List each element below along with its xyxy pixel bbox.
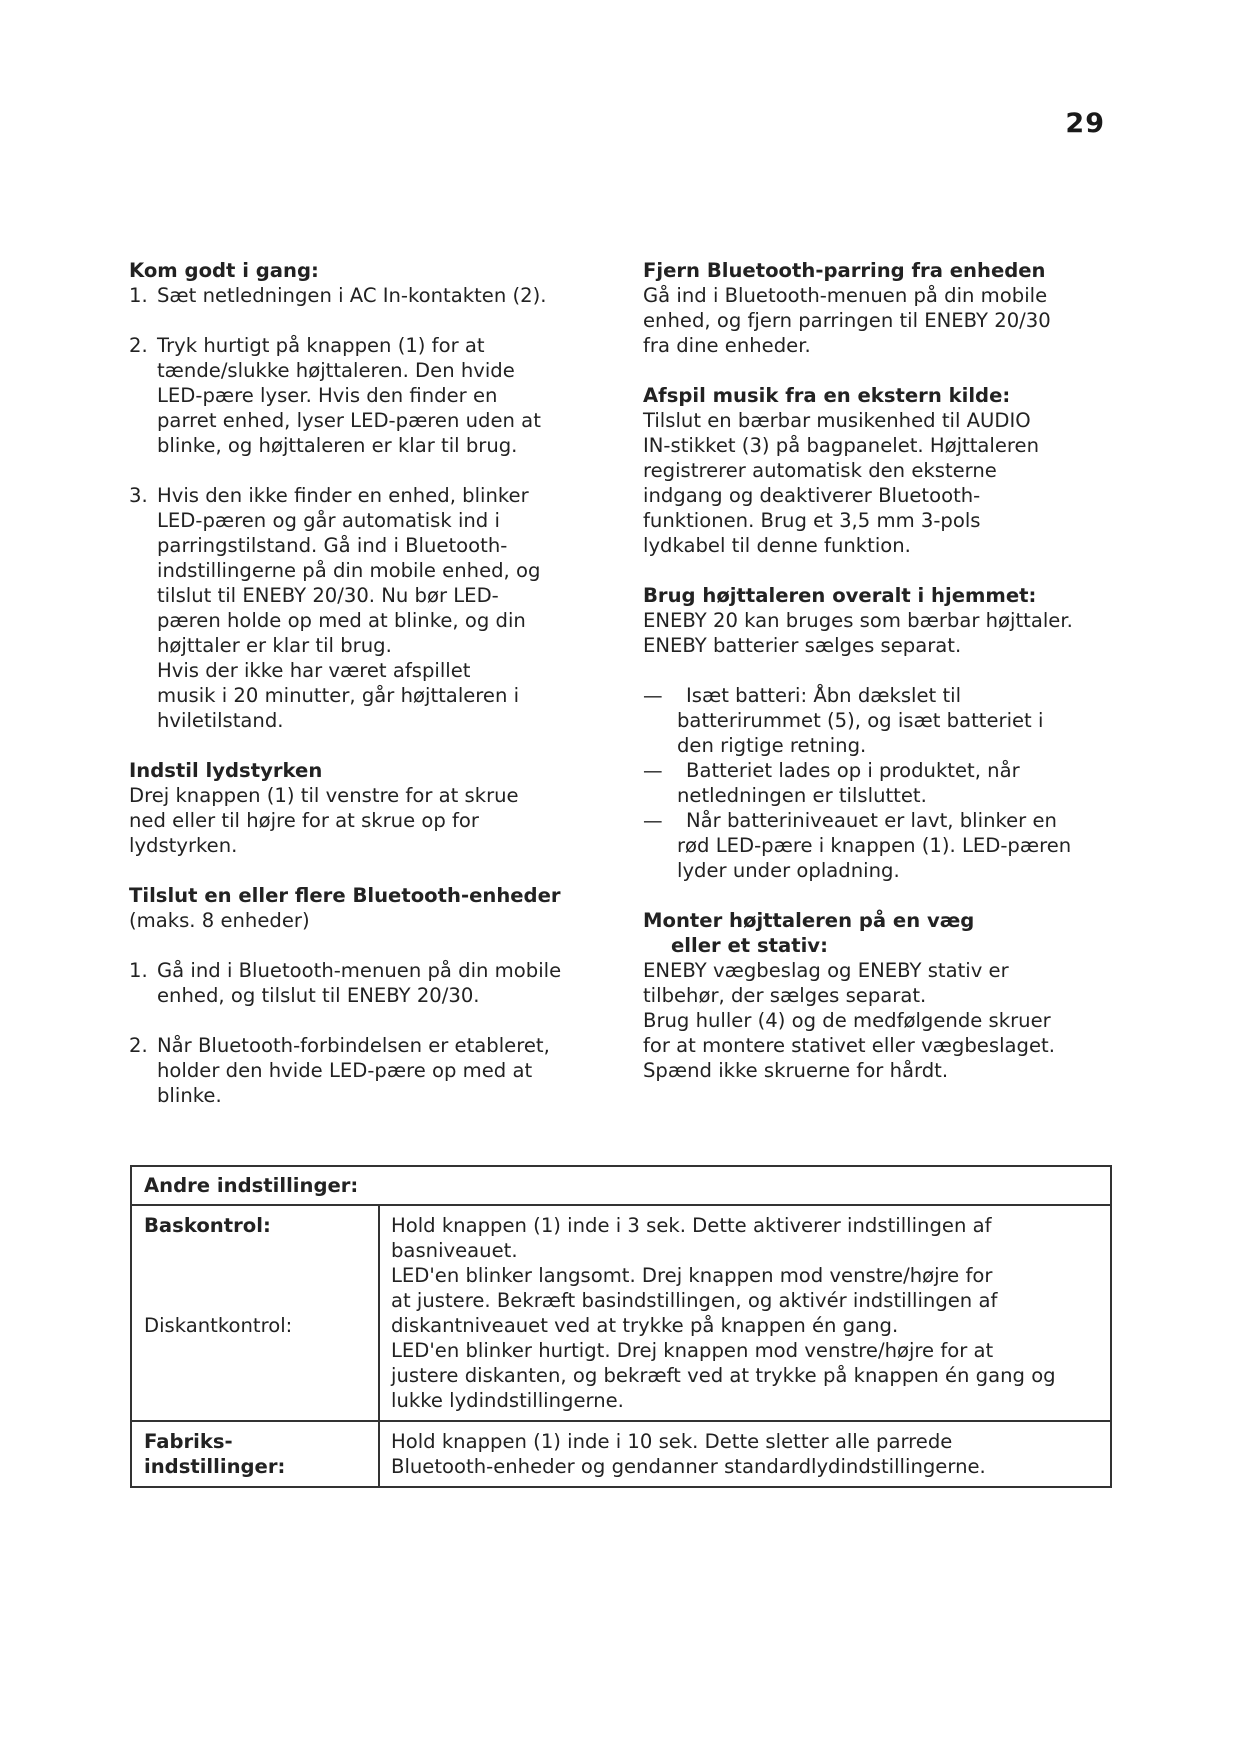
mount-heading: Monter højttaleren på en væg (643, 909, 975, 932)
external-source-text: registrerer automatisk den eksterne (643, 459, 997, 482)
section-get-started (129, 258, 629, 733)
list-number: 1. (129, 284, 148, 307)
list-text: Når batteriniveauet er lavt, blinker en (686, 809, 1057, 832)
table-text: Hold knappen (1) inde i 10 sek. Dette sletter alle parrede (391, 1430, 953, 1453)
page-number: 29 (1065, 108, 1105, 139)
list-text: Når Bluetooth-forbindelsen er etableret, (157, 1034, 550, 1057)
table-text: Bluetooth-enheder og gendanner standardlydindstillingerne. (391, 1455, 986, 1478)
remove-pairing-text: Gå ind i Bluetooth-menuen på din mobile (643, 284, 1048, 307)
list-item (129, 333, 629, 458)
list-text: Gå ind i Bluetooth-menuen på din mobile (157, 959, 562, 982)
list-text: LED-pære lyser. Hvis den finder en (157, 384, 498, 407)
list-text: enhed, og tilslut til ENEBY 20/30. (157, 984, 480, 1007)
list-item (129, 958, 629, 1008)
mount-heading: eller et stativ: (671, 934, 828, 957)
remove-pairing-heading: Fjern Bluetooth-parring fra enheden (643, 259, 1046, 282)
list-text: batterirummet (5), og isæt batteriet i (677, 709, 1044, 732)
remove-pairing-text: fra dine enheder. (643, 334, 811, 357)
connect-heading: Tilslut en eller flere Bluetooth-enheder (129, 884, 561, 907)
spacer (144, 1238, 366, 1313)
list-text: parringstilstand. Gå ind i Bluetooth- (157, 534, 508, 557)
list-text: blinke. (157, 1084, 222, 1107)
table-text: justere diskanten, og bekræft ved at trykke på knappen én gang og (391, 1364, 1056, 1387)
external-source-text: indgang og deaktiverer Bluetooth- (643, 484, 981, 507)
list-text: LED-pæren og går automatisk ind i (157, 509, 500, 532)
volume-text: Drej knappen (1) til venstre for at skrue (129, 784, 519, 807)
portable-heading: Brug højttaleren overalt i hjemmet: (643, 584, 1037, 607)
dash-bullet: — (643, 809, 663, 832)
table-text: basniveauet. (391, 1239, 518, 1262)
table-desc-cell (379, 1421, 1111, 1487)
section-external-source (643, 383, 1123, 558)
factory-settings-label: indstillinger: (144, 1455, 286, 1478)
list-text: musik i 20 minutter, går højttaleren i (157, 684, 520, 707)
section-mount (643, 908, 1123, 1083)
table-row (131, 1421, 1111, 1487)
list-text: Isæt batteri: Åbn dækslet til (686, 684, 962, 707)
list-number: 3. (129, 484, 148, 507)
list-item (129, 1033, 629, 1108)
section-volume (129, 758, 629, 858)
list-number: 2. (129, 334, 148, 357)
portable-text: ENEBY batterier sælges separat. (643, 634, 962, 657)
dash-bullet: — (643, 759, 663, 782)
list-text: Batteriet lades op i produktet, når (686, 759, 1020, 782)
list-text: blinke, og højttaleren er klar til brug. (157, 434, 518, 457)
external-source-text: lydkabel til denne funktion. (643, 534, 911, 557)
table-text: LED'en blinker hurtigt. Drej knappen mod venstre/højre for at (391, 1339, 994, 1362)
table-desc-cell (379, 1205, 1111, 1421)
list-item (643, 683, 1123, 758)
list-text: Tryk hurtigt på knappen (1) for at (157, 334, 485, 357)
volume-text: lydstyrken. (129, 834, 238, 857)
list-text: indstillingerne på din mobile enhed, og (157, 559, 541, 582)
mount-text: for at montere stativet eller vægbeslaget. (643, 1034, 1055, 1057)
treble-control-label: Diskantkontrol: (144, 1314, 293, 1337)
portable-text: ENEBY 20 kan bruges som bærbar højttaler. (643, 609, 1073, 632)
list-text: pæren holde op med at blinke, og din (157, 609, 526, 632)
table-label-cell (131, 1205, 379, 1421)
other-settings-table (130, 1165, 1112, 1488)
external-source-text: IN-stikket (3) på bagpanelet. Højttaleren (643, 434, 1040, 457)
list-item (643, 758, 1123, 808)
list-number: 1. (129, 959, 148, 982)
table-label-cell (131, 1421, 379, 1487)
external-source-text: funktionen. Brug et 3,5 mm 3-pols (643, 509, 981, 532)
section-connect (129, 883, 629, 1108)
section-portable (643, 583, 1123, 658)
section-remove-pairing (643, 258, 1123, 358)
list-text: holder den hvide LED-pære op med at (157, 1059, 533, 1082)
list-text: netledningen er tilsluttet. (677, 784, 927, 807)
factory-settings-label: Fabriks- (144, 1430, 233, 1453)
volume-text: ned eller til højre for at skrue op for (129, 809, 479, 832)
list-number: 2. (129, 1034, 148, 1057)
list-text: lyder under opladning. (677, 859, 900, 882)
table-header-row (131, 1166, 1111, 1205)
dash-bullet: — (643, 684, 663, 707)
table-text: LED'en blinker langsomt. Drej knappen mod venstre/højre for (391, 1264, 993, 1287)
list-text: Hvis der ikke har været afspillet (157, 659, 471, 682)
get-started-heading: Kom godt i gang: (129, 259, 319, 282)
mount-text: tilbehør, der sælges separat. (643, 984, 927, 1007)
table-text: lukke lydindstillingerne. (391, 1389, 624, 1412)
list-item (129, 283, 629, 308)
list-item (643, 808, 1123, 883)
list-text: tænde/slukke højttaleren. Den hvide (157, 359, 515, 382)
list-text: den rigtige retning. (677, 734, 867, 757)
bass-control-label: Baskontrol: (144, 1214, 271, 1237)
table-text: Hold knappen (1) inde i 3 sek. Dette aktiverer indstillingen af (391, 1214, 992, 1237)
table-text: diskantniveauet ved at trykke på knappen én gang. (391, 1314, 899, 1337)
list-item (129, 483, 629, 733)
mount-text: Brug huller (4) og de medfølgende skruer (643, 1009, 1051, 1032)
left-column (129, 258, 629, 1133)
list-text: hviletilstand. (157, 709, 284, 732)
right-column (643, 258, 1123, 1108)
external-source-text: Tilslut en bærbar musikenhed til AUDIO (643, 409, 1031, 432)
external-source-heading: Afspil musik fra en ekstern kilde: (643, 384, 1011, 407)
battery-list (643, 683, 1123, 883)
remove-pairing-text: enhed, og fjern parringen til ENEBY 20/30 (643, 309, 1051, 332)
list-text: Sæt netledningen i AC In-kontakten (2). (157, 284, 547, 307)
list-text: rød LED-pære i knappen (1). LED-pæren (677, 834, 1072, 857)
table-row (131, 1205, 1111, 1421)
mount-text: Spænd ikke skruerne for hårdt. (643, 1059, 949, 1082)
table-header: Andre indstillinger: (131, 1166, 1111, 1205)
mount-text: ENEBY vægbeslag og ENEBY stativ er (643, 959, 1009, 982)
table-text: at justere. Bekræft basindstillingen, og aktivér indstillingen af (391, 1289, 998, 1312)
list-text: højttaler er klar til brug. (157, 634, 392, 657)
volume-heading: Indstil lydstyrken (129, 759, 323, 782)
connect-subheading: (maks. 8 enheder) (129, 909, 310, 932)
list-text: tilslut til ENEBY 20/30. Nu bør LED- (157, 584, 499, 607)
list-text: Hvis den ikke finder en enhed, blinker (157, 484, 529, 507)
list-text: parret enhed, lyser LED-pæren uden at (157, 409, 541, 432)
